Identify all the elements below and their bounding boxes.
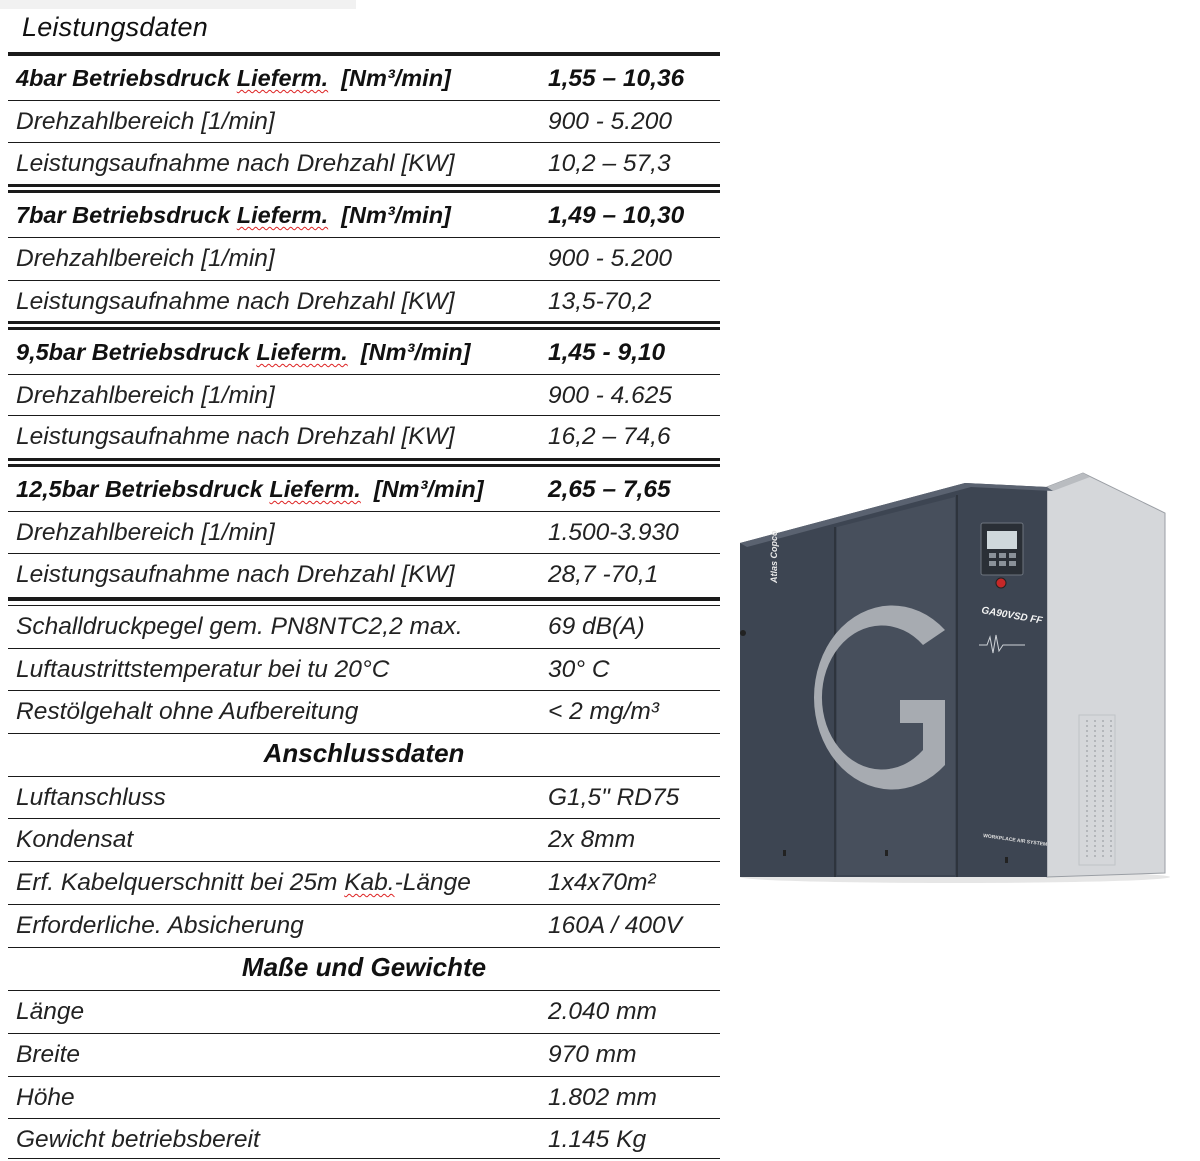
- section-header-value: 1,45 - 9,10: [548, 339, 666, 366]
- top-strip: [0, 0, 356, 9]
- row-value: 900 - 4.625: [548, 382, 672, 409]
- svg-text:GA90VSD FF: GA90VSD FF: [980, 605, 1044, 627]
- row-value: < 2 mg/m³: [548, 698, 659, 725]
- fitting-icon: [740, 630, 746, 636]
- row-value: 16,2 – 74,6: [548, 423, 671, 450]
- row-value: 69 dB(A): [548, 613, 645, 640]
- table-row: [8, 819, 720, 861]
- table-row: [8, 143, 720, 185]
- row-value: 1x4x70m²: [548, 869, 656, 896]
- row-label: Breite: [16, 1041, 81, 1068]
- section-header-value: 1,55 – 10,36: [548, 65, 685, 92]
- section-header-label: 4bar Betriebsdruck Lieferm. [Nm³/min]: [16, 65, 451, 91]
- rule-double: [8, 464, 720, 467]
- section-header-4bar: [8, 58, 720, 100]
- rule-thick: [8, 597, 720, 601]
- table-row: [8, 1119, 720, 1161]
- row-value: 1.802 mm: [548, 1084, 657, 1111]
- row-label: Restölgehalt ohne Aufbereitung: [16, 698, 359, 725]
- row-label: Drehzahlbereich [1/min]: [16, 245, 275, 272]
- row-label: Leistungsaufnahme nach Drehzahl [KW]: [16, 561, 455, 588]
- row-label: Leistungsaufnahme nach Drehzahl [KW]: [16, 423, 455, 450]
- row-label: Länge: [16, 998, 85, 1025]
- table-row: [8, 281, 720, 323]
- table-row: [8, 862, 720, 904]
- foot-mark: [885, 850, 888, 856]
- table-row: [8, 1034, 720, 1076]
- row-label: Gewicht betriebsbereit: [16, 1126, 260, 1153]
- row-label: Leistungsaufnahme nach Drehzahl [KW]: [16, 150, 455, 177]
- row-value: 1.145 Kg: [548, 1126, 647, 1153]
- row-label: Schalldruckpegel gem. PN8NTC2,2 max.: [16, 613, 463, 640]
- rule: [8, 947, 720, 948]
- section-header-label: 12,5bar Betriebsdruck Lieferm. [Nm³/min]: [16, 476, 484, 502]
- row-value: 1.500-3.930: [548, 519, 679, 546]
- rule-double: [8, 321, 720, 324]
- heading-masse-und-gewichte: Maße und Gewichte: [241, 952, 487, 982]
- heading-anschlussdaten: Anschlussdaten: [263, 738, 465, 768]
- table-row: [8, 416, 720, 458]
- row-value: 900 - 5.200: [548, 108, 672, 135]
- table-row: [8, 375, 720, 417]
- table-row: [8, 1077, 720, 1119]
- row-value: 13,5-70,2: [548, 288, 652, 315]
- row-value: 900 - 5.200: [548, 245, 672, 272]
- foot-mark: [1005, 857, 1008, 863]
- section-header-7bar: [8, 195, 720, 237]
- row-label: Erf. Kabelquerschnitt bei 25m Kab.-Länge: [16, 869, 471, 896]
- section-header-value: 2,65 – 7,65: [548, 476, 671, 503]
- section-header-label: 7bar Betriebsdruck Lieferm. [Nm³/min]: [16, 202, 451, 228]
- rule-double: [8, 327, 720, 330]
- rule-double: [8, 184, 720, 187]
- row-label: Drehzahlbereich [1/min]: [16, 519, 275, 546]
- rule: [8, 1158, 720, 1159]
- table-row: [8, 101, 720, 143]
- row-value: 970 mm: [548, 1041, 637, 1068]
- section-header-label: 9,5bar Betriebsdruck Lieferm. [Nm³/min]: [16, 339, 471, 365]
- table-row: [8, 554, 720, 596]
- table-row: [8, 777, 720, 819]
- rule-top: [8, 52, 720, 56]
- section-header-12-5bar: [8, 469, 720, 511]
- side-panel: [1047, 473, 1165, 877]
- svg-text:Atlas Copco: Atlas Copco: [769, 530, 779, 583]
- door-panel: [837, 497, 955, 875]
- rule: [8, 733, 720, 734]
- table-row: [8, 991, 720, 1033]
- table-row: [8, 606, 720, 648]
- table-row: [8, 905, 720, 947]
- row-value: 2.040 mm: [548, 998, 657, 1025]
- row-value: 160A / 400V: [548, 912, 682, 939]
- table-row: [8, 691, 720, 733]
- row-value: 10,2 – 57,3: [548, 150, 671, 177]
- row-label: Kondensat: [16, 826, 134, 853]
- page-title: Leistungsdaten: [22, 12, 208, 42]
- row-label: Drehzahlbereich [1/min]: [16, 382, 275, 409]
- row-label: Leistungsaufnahme nach Drehzahl [KW]: [16, 288, 455, 315]
- table-row: [8, 512, 720, 554]
- row-label: Erforderliche. Absicherung: [16, 912, 304, 939]
- row-value: 30° C: [548, 656, 610, 683]
- brand-badge: [769, 530, 779, 584]
- table-row: [8, 649, 720, 691]
- row-label: Luftaustrittstemperatur bei tu 20°C: [16, 656, 390, 683]
- row-label: Höhe: [16, 1084, 75, 1111]
- row-label: Luftanschluss: [16, 784, 166, 811]
- rule-double: [8, 458, 720, 461]
- section-header-9-5bar: [8, 332, 720, 374]
- table-row: [8, 238, 720, 280]
- svg-text:WORKPLACE AIR SYSTEM: WORKPLACE AIR SYSTEM: [982, 833, 1048, 848]
- compressor-image: [735, 465, 1175, 885]
- section-header-value: 1,49 – 10,30: [548, 202, 685, 229]
- foot-mark: [783, 850, 786, 856]
- rule-double: [8, 190, 720, 193]
- row-value: 2x 8mm: [548, 826, 636, 853]
- row-label: Drehzahlbereich [1/min]: [16, 108, 275, 135]
- row-value: G1,5" RD75: [548, 784, 680, 811]
- row-value: 28,7 -70,1: [548, 561, 659, 588]
